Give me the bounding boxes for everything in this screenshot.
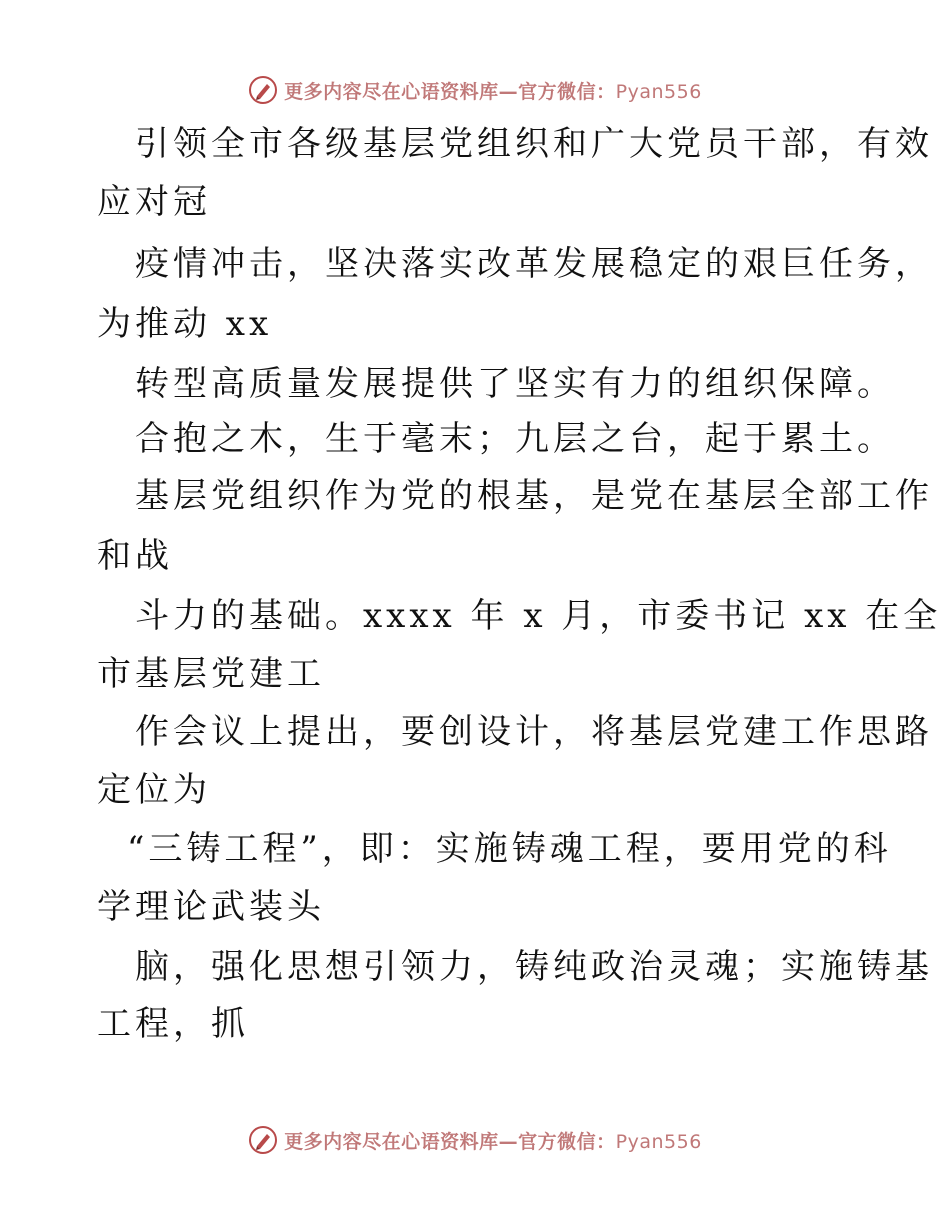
- watermark-text: [284, 1127, 702, 1154]
- pen-logo-icon: [248, 75, 278, 105]
- text-line: 学理论武装头: [97, 887, 325, 927]
- text-line: 市基层党建工: [97, 654, 325, 694]
- watermark-wechat-id: Pyan556: [615, 80, 702, 103]
- text-line: 引领全市各级基层党组织和广大党员干部，有效: [135, 124, 933, 164]
- header-watermark: [0, 70, 950, 110]
- text-line: 和战: [97, 536, 173, 576]
- watermark-text-cn: 更多内容尽在心语资料库—官方微信：: [284, 1130, 616, 1153]
- text-line: 合抱之木，生于毫末；九层之台，起于累土。: [135, 419, 895, 459]
- text-line: 定位为: [97, 770, 211, 810]
- watermark-text: [284, 77, 702, 104]
- footer-watermark: [0, 1120, 950, 1160]
- text-line: 基层党组织作为党的根基，是党在基层全部工作: [135, 476, 933, 516]
- pen-logo-icon: [248, 1125, 278, 1155]
- text-line: 脑，强化思想引领力，铸纯政治灵魂；实施铸基: [135, 947, 933, 987]
- watermark-text-cn: 更多内容尽在心语资料库—官方微信：: [284, 80, 616, 103]
- text-line: 应对冠: [97, 182, 211, 222]
- watermark-wechat-id: Pyan556: [615, 1130, 702, 1153]
- text-line: 转型高质量发展提供了坚实有力的组织保障。: [135, 364, 895, 404]
- text-line: 疫情冲击，坚决落实改革发展稳定的艰巨任务，: [135, 244, 933, 284]
- text-line: 为推动 xx: [97, 304, 273, 344]
- text-line: 作会议上提出，要创设计，将基层党建工作思路: [135, 712, 933, 752]
- text-line: 工程，抓: [97, 1004, 249, 1044]
- text-line: “三铸工程”，即：实施铸魂工程，要用党的科: [127, 829, 892, 869]
- text-line: 斗力的基础。xxxx 年 x 月，市委书记 xx 在全: [135, 596, 942, 636]
